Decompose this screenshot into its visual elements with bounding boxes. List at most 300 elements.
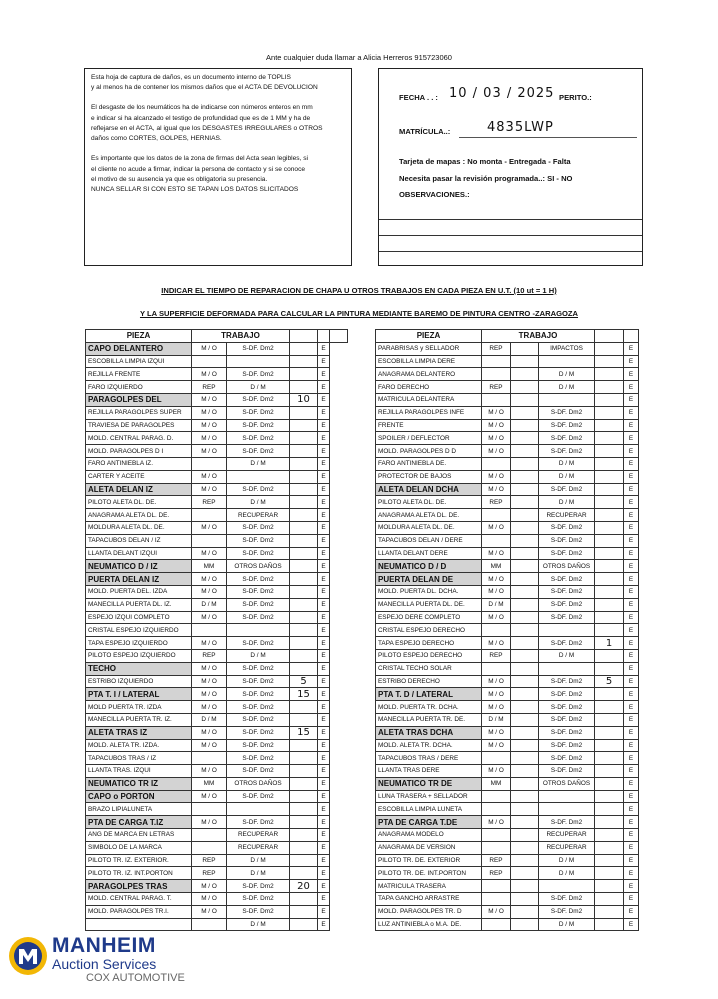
work-cell[interactable]: S-DF. Dm2 — [227, 483, 290, 496]
e-cell[interactable]: E — [318, 649, 330, 662]
handwritten-value[interactable] — [290, 637, 318, 650]
work-cell[interactable] — [482, 918, 511, 931]
work-cell[interactable]: S-DF. Dm2 — [227, 521, 290, 534]
e-cell[interactable]: E — [318, 918, 330, 931]
handwritten-value[interactable] — [290, 470, 318, 483]
handwritten-value[interactable] — [595, 739, 624, 752]
handwritten-value[interactable] — [595, 803, 624, 816]
e-cell[interactable]: E — [318, 893, 330, 906]
work-cell[interactable]: M / O — [192, 739, 227, 752]
handwritten-value[interactable]: 5 — [290, 675, 318, 688]
handwritten-value[interactable] — [290, 803, 318, 816]
e-cell[interactable]: E — [624, 803, 639, 816]
handwritten-value[interactable] — [595, 649, 624, 662]
work-cell[interactable]: M / O — [192, 816, 227, 829]
handwritten-value[interactable] — [595, 790, 624, 803]
e-cell[interactable]: E — [624, 701, 639, 714]
handwritten-value[interactable] — [290, 701, 318, 714]
work-cell[interactable]: D / M — [539, 854, 595, 867]
e-cell[interactable]: E — [624, 534, 639, 547]
work-cell[interactable]: M / O — [192, 573, 227, 586]
handwritten-value[interactable] — [290, 816, 318, 829]
e-cell[interactable]: E — [318, 675, 330, 688]
work-cell[interactable]: S-DF. Dm2 — [227, 790, 290, 803]
work-cell[interactable] — [511, 726, 539, 739]
e-cell[interactable]: E — [318, 432, 330, 445]
handwritten-value[interactable] — [290, 713, 318, 726]
e-cell[interactable]: E — [624, 713, 639, 726]
handwritten-value[interactable] — [290, 521, 318, 534]
handwritten-value[interactable]: 1 — [595, 637, 624, 650]
work-cell[interactable]: S-DF. Dm2 — [227, 598, 290, 611]
e-cell[interactable]: E — [318, 624, 330, 637]
work-cell[interactable] — [511, 777, 539, 790]
handwritten-value[interactable] — [290, 406, 318, 419]
work-cell[interactable]: M / O — [192, 675, 227, 688]
work-cell[interactable]: S-DF. Dm2 — [539, 483, 595, 496]
e-cell[interactable]: E — [318, 701, 330, 714]
work-cell[interactable]: S-DF. Dm2 — [539, 905, 595, 918]
work-cell[interactable]: M / O — [192, 432, 227, 445]
work-cell[interactable]: M / O — [482, 905, 511, 918]
e-cell[interactable]: E — [318, 841, 330, 854]
handwritten-value[interactable] — [595, 496, 624, 509]
e-cell[interactable]: E — [318, 573, 330, 586]
handwritten-value[interactable] — [290, 509, 318, 522]
work-cell[interactable]: REP — [482, 381, 511, 394]
work-cell[interactable] — [482, 355, 511, 368]
work-cell[interactable] — [511, 893, 539, 906]
work-cell[interactable]: M / O — [482, 688, 511, 701]
work-cell[interactable]: MM — [482, 560, 511, 573]
handwritten-value[interactable] — [595, 854, 624, 867]
work-cell[interactable]: REP — [192, 649, 227, 662]
work-cell[interactable]: M / O — [192, 611, 227, 624]
work-cell[interactable]: D / M — [227, 918, 290, 931]
handwritten-value[interactable] — [595, 470, 624, 483]
work-cell[interactable]: M / O — [192, 765, 227, 778]
e-cell[interactable]: E — [318, 637, 330, 650]
work-cell[interactable]: D / M — [227, 381, 290, 394]
work-cell[interactable] — [511, 419, 539, 432]
handwritten-value[interactable] — [290, 534, 318, 547]
work-cell[interactable]: M / O — [482, 701, 511, 714]
work-cell[interactable]: M / O — [192, 483, 227, 496]
work-cell[interactable]: S-DF. Dm2 — [539, 637, 595, 650]
work-cell[interactable]: M / O — [192, 521, 227, 534]
work-cell[interactable]: D / M — [539, 649, 595, 662]
handwritten-value[interactable]: 10 — [290, 393, 318, 406]
handwritten-value[interactable] — [290, 905, 318, 918]
handwritten-value[interactable] — [290, 419, 318, 432]
work-cell[interactable] — [482, 457, 511, 470]
e-cell[interactable]: E — [318, 406, 330, 419]
e-cell[interactable]: E — [624, 880, 639, 893]
work-cell[interactable] — [192, 457, 227, 470]
work-cell[interactable]: REP — [192, 854, 227, 867]
work-cell[interactable]: D / M — [539, 496, 595, 509]
e-cell[interactable]: E — [624, 893, 639, 906]
e-cell[interactable]: E — [318, 419, 330, 432]
e-cell[interactable]: E — [624, 777, 639, 790]
work-cell[interactable]: S-DF. Dm2 — [539, 688, 595, 701]
work-cell[interactable] — [539, 355, 595, 368]
work-cell[interactable]: REP — [482, 649, 511, 662]
work-cell[interactable]: M / O — [192, 726, 227, 739]
work-cell[interactable] — [482, 509, 511, 522]
e-cell[interactable]: E — [318, 470, 330, 483]
handwritten-value[interactable] — [595, 585, 624, 598]
work-cell[interactable]: RECUPERAR — [539, 509, 595, 522]
handwritten-value[interactable] — [595, 765, 624, 778]
work-cell[interactable] — [539, 624, 595, 637]
e-cell[interactable]: E — [624, 905, 639, 918]
work-cell[interactable]: S-DF. Dm2 — [539, 816, 595, 829]
work-cell[interactable]: M / O — [192, 637, 227, 650]
work-cell[interactable] — [482, 752, 511, 765]
e-cell[interactable]: E — [624, 419, 639, 432]
work-cell[interactable] — [482, 829, 511, 842]
work-cell[interactable] — [511, 598, 539, 611]
work-cell[interactable]: S-DF. Dm2 — [227, 739, 290, 752]
work-cell[interactable] — [192, 534, 227, 547]
handwritten-value[interactable] — [595, 841, 624, 854]
work-cell[interactable]: OTROS DAÑOS — [227, 777, 290, 790]
e-cell[interactable]: E — [624, 688, 639, 701]
work-cell[interactable]: S-DF. Dm2 — [539, 445, 595, 458]
work-cell[interactable]: S-DF. Dm2 — [539, 432, 595, 445]
work-cell[interactable] — [511, 649, 539, 662]
handwritten-value[interactable] — [290, 624, 318, 637]
handwritten-value[interactable] — [290, 790, 318, 803]
handwritten-value[interactable] — [595, 918, 624, 931]
work-cell[interactable]: S-DF. Dm2 — [227, 432, 290, 445]
work-cell[interactable] — [482, 534, 511, 547]
work-cell[interactable]: M / O — [192, 470, 227, 483]
e-cell[interactable]: E — [624, 816, 639, 829]
work-cell[interactable]: M / O — [482, 739, 511, 752]
e-cell[interactable]: E — [624, 662, 639, 675]
work-cell[interactable]: S-DF. Dm2 — [227, 419, 290, 432]
e-cell[interactable]: E — [318, 790, 330, 803]
matricula-value[interactable]: 4835LWP — [487, 120, 554, 135]
work-cell[interactable]: S-DF. Dm2 — [227, 662, 290, 675]
handwritten-value[interactable] — [595, 726, 624, 739]
work-cell[interactable] — [192, 624, 227, 637]
work-cell[interactable]: S-DF. Dm2 — [227, 611, 290, 624]
e-cell[interactable]: E — [318, 726, 330, 739]
handwritten-value[interactable] — [595, 560, 624, 573]
work-cell[interactable]: S-DF. Dm2 — [227, 393, 290, 406]
work-cell[interactable] — [482, 624, 511, 637]
handwritten-value[interactable] — [595, 534, 624, 547]
work-cell[interactable]: M / O — [192, 790, 227, 803]
handwritten-value[interactable] — [290, 368, 318, 381]
work-cell[interactable]: RECUPERAR — [227, 841, 290, 854]
work-cell[interactable]: OTROS DAÑOS — [539, 777, 595, 790]
handwritten-value[interactable] — [290, 841, 318, 854]
work-cell[interactable] — [511, 739, 539, 752]
work-cell[interactable] — [511, 854, 539, 867]
e-cell[interactable]: E — [624, 675, 639, 688]
work-cell[interactable]: S-DF. Dm2 — [539, 598, 595, 611]
work-cell[interactable]: D / M — [227, 649, 290, 662]
work-cell[interactable]: S-DF. Dm2 — [539, 893, 595, 906]
work-cell[interactable]: M / O — [482, 419, 511, 432]
work-cell[interactable]: S-DF. Dm2 — [539, 739, 595, 752]
e-cell[interactable]: E — [318, 560, 330, 573]
work-cell[interactable]: M / O — [482, 765, 511, 778]
handwritten-value[interactable] — [595, 611, 624, 624]
work-cell[interactable]: M / O — [482, 726, 511, 739]
work-cell[interactable]: MM — [192, 777, 227, 790]
handwritten-value[interactable]: 15 — [290, 726, 318, 739]
work-cell[interactable] — [482, 841, 511, 854]
work-cell[interactable]: RECUPERAR — [539, 829, 595, 842]
e-cell[interactable]: E — [318, 765, 330, 778]
work-cell[interactable] — [511, 752, 539, 765]
handwritten-value[interactable] — [290, 854, 318, 867]
handwritten-value[interactable] — [595, 355, 624, 368]
work-cell[interactable]: M / O — [482, 445, 511, 458]
handwritten-value[interactable] — [595, 381, 624, 394]
e-cell[interactable]: E — [318, 457, 330, 470]
work-cell[interactable]: S-DF. Dm2 — [539, 752, 595, 765]
e-cell[interactable]: E — [624, 521, 639, 534]
e-cell[interactable]: E — [318, 547, 330, 560]
work-cell[interactable]: M / O — [192, 688, 227, 701]
e-cell[interactable]: E — [318, 816, 330, 829]
e-cell[interactable]: E — [624, 483, 639, 496]
work-cell[interactable] — [511, 918, 539, 931]
handwritten-value[interactable] — [290, 381, 318, 394]
work-cell[interactable]: S-DF. Dm2 — [539, 726, 595, 739]
work-cell[interactable] — [192, 509, 227, 522]
work-cell[interactable] — [511, 829, 539, 842]
e-cell[interactable]: E — [624, 496, 639, 509]
work-cell[interactable]: S-DF. Dm2 — [227, 342, 290, 355]
work-cell[interactable] — [511, 765, 539, 778]
e-cell[interactable]: E — [318, 688, 330, 701]
work-cell[interactable]: S-DF. Dm2 — [539, 534, 595, 547]
work-cell[interactable]: S-DF. Dm2 — [227, 726, 290, 739]
handwritten-value[interactable] — [595, 547, 624, 560]
work-cell[interactable]: M / O — [482, 406, 511, 419]
fecha-value[interactable]: 10 / 03 / 2025 — [449, 86, 555, 101]
work-cell[interactable]: MM — [482, 777, 511, 790]
work-cell[interactable]: S-DF. Dm2 — [539, 585, 595, 598]
handwritten-value[interactable] — [290, 765, 318, 778]
work-cell[interactable] — [511, 547, 539, 560]
work-cell[interactable] — [482, 790, 511, 803]
work-cell[interactable]: S-DF. Dm2 — [227, 765, 290, 778]
work-cell[interactable] — [511, 432, 539, 445]
work-cell[interactable]: REP — [192, 381, 227, 394]
handwritten-value[interactable] — [595, 880, 624, 893]
work-cell[interactable] — [511, 880, 539, 893]
handwritten-value[interactable] — [595, 905, 624, 918]
work-cell[interactable]: S-DF. Dm2 — [539, 406, 595, 419]
e-cell[interactable]: E — [624, 381, 639, 394]
work-cell[interactable] — [511, 393, 539, 406]
work-cell[interactable] — [511, 521, 539, 534]
work-cell[interactable]: D / M — [482, 598, 511, 611]
work-cell[interactable]: REP — [482, 342, 511, 355]
work-cell[interactable]: S-DF. Dm2 — [227, 573, 290, 586]
e-cell[interactable]: E — [318, 483, 330, 496]
e-cell[interactable]: E — [624, 547, 639, 560]
handwritten-value[interactable] — [290, 829, 318, 842]
work-cell[interactable] — [539, 790, 595, 803]
work-cell[interactable]: IMPACTOS — [539, 342, 595, 355]
work-cell[interactable]: S-DF. Dm2 — [539, 713, 595, 726]
work-cell[interactable] — [227, 470, 290, 483]
work-cell[interactable]: S-DF. Dm2 — [539, 675, 595, 688]
work-cell[interactable] — [192, 803, 227, 816]
handwritten-value[interactable] — [290, 342, 318, 355]
handwritten-value[interactable] — [595, 701, 624, 714]
handwritten-value[interactable] — [290, 893, 318, 906]
work-cell[interactable] — [511, 905, 539, 918]
work-cell[interactable]: D / M — [227, 867, 290, 880]
work-cell[interactable] — [511, 713, 539, 726]
e-cell[interactable]: E — [318, 393, 330, 406]
work-cell[interactable]: D / M — [539, 470, 595, 483]
work-cell[interactable]: S-DF. Dm2 — [227, 585, 290, 598]
work-cell[interactable] — [482, 893, 511, 906]
e-cell[interactable]: E — [624, 867, 639, 880]
handwritten-value[interactable] — [290, 752, 318, 765]
handwritten-value[interactable] — [595, 867, 624, 880]
handwritten-value[interactable] — [290, 432, 318, 445]
work-cell[interactable]: RECUPERAR — [227, 509, 290, 522]
handwritten-value[interactable] — [595, 752, 624, 765]
work-cell[interactable]: M / O — [192, 880, 227, 893]
work-cell[interactable]: REP — [482, 867, 511, 880]
handwritten-value[interactable] — [290, 483, 318, 496]
work-cell[interactable]: S-DF. Dm2 — [539, 765, 595, 778]
e-cell[interactable]: E — [624, 854, 639, 867]
work-cell[interactable]: D / M — [227, 457, 290, 470]
e-cell[interactable]: E — [624, 445, 639, 458]
work-cell[interactable]: D / M — [227, 854, 290, 867]
work-cell[interactable]: S-DF. Dm2 — [227, 713, 290, 726]
work-cell[interactable]: M / O — [192, 585, 227, 598]
handwritten-value[interactable] — [290, 867, 318, 880]
work-cell[interactable] — [511, 841, 539, 854]
e-cell[interactable]: E — [624, 829, 639, 842]
handwritten-value[interactable] — [290, 573, 318, 586]
work-cell[interactable] — [511, 662, 539, 675]
e-cell[interactable]: E — [624, 739, 639, 752]
e-cell[interactable]: E — [318, 534, 330, 547]
work-cell[interactable] — [511, 496, 539, 509]
e-cell[interactable]: E — [624, 560, 639, 573]
e-cell[interactable]: E — [624, 765, 639, 778]
work-cell[interactable]: S-DF. Dm2 — [227, 368, 290, 381]
handwritten-value[interactable] — [290, 355, 318, 368]
handwritten-value[interactable] — [290, 739, 318, 752]
e-cell[interactable]: E — [318, 854, 330, 867]
e-cell[interactable]: E — [318, 880, 330, 893]
work-cell[interactable]: S-DF. Dm2 — [539, 611, 595, 624]
work-cell[interactable]: M / O — [482, 470, 511, 483]
work-cell[interactable]: M / O — [192, 445, 227, 458]
e-cell[interactable]: E — [318, 739, 330, 752]
work-cell[interactable] — [511, 816, 539, 829]
work-cell[interactable] — [539, 803, 595, 816]
work-cell[interactable] — [511, 624, 539, 637]
work-cell[interactable] — [192, 829, 227, 842]
work-cell[interactable]: MM — [192, 560, 227, 573]
work-cell[interactable] — [482, 880, 511, 893]
work-cell[interactable] — [227, 803, 290, 816]
work-cell[interactable]: D / M — [192, 713, 227, 726]
work-cell[interactable] — [511, 368, 539, 381]
work-cell[interactable] — [192, 355, 227, 368]
work-cell[interactable]: S-DF. Dm2 — [227, 637, 290, 650]
work-cell[interactable]: RECUPERAR — [539, 841, 595, 854]
work-cell[interactable] — [511, 688, 539, 701]
work-cell[interactable] — [539, 393, 595, 406]
work-cell[interactable]: D / M — [539, 381, 595, 394]
handwritten-value[interactable] — [595, 829, 624, 842]
work-cell[interactable]: S-DF. Dm2 — [227, 701, 290, 714]
e-cell[interactable]: E — [624, 918, 639, 931]
work-cell[interactable]: S-DF. Dm2 — [539, 419, 595, 432]
work-cell[interactable] — [539, 662, 595, 675]
e-cell[interactable]: E — [624, 726, 639, 739]
work-cell[interactable] — [227, 624, 290, 637]
handwritten-value[interactable] — [595, 368, 624, 381]
work-cell[interactable]: REP — [192, 496, 227, 509]
work-cell[interactable]: M / O — [482, 637, 511, 650]
e-cell[interactable]: E — [624, 841, 639, 854]
work-cell[interactable]: S-DF. Dm2 — [227, 675, 290, 688]
handwritten-value[interactable] — [595, 713, 624, 726]
handwritten-value[interactable] — [595, 406, 624, 419]
work-cell[interactable]: S-DF. Dm2 — [227, 893, 290, 906]
e-cell[interactable]: E — [624, 598, 639, 611]
work-cell[interactable] — [511, 675, 539, 688]
e-cell[interactable]: E — [624, 624, 639, 637]
work-cell[interactable] — [511, 342, 539, 355]
work-cell[interactable] — [482, 803, 511, 816]
e-cell[interactable]: E — [624, 432, 639, 445]
work-cell[interactable]: M / O — [192, 547, 227, 560]
work-cell[interactable]: M / O — [192, 368, 227, 381]
e-cell[interactable]: E — [318, 662, 330, 675]
work-cell[interactable]: M / O — [482, 816, 511, 829]
e-cell[interactable]: E — [318, 867, 330, 880]
work-cell[interactable]: S-DF. Dm2 — [227, 547, 290, 560]
work-cell[interactable]: S-DF. Dm2 — [539, 701, 595, 714]
work-cell[interactable]: D / M — [539, 368, 595, 381]
handwritten-value[interactable] — [595, 893, 624, 906]
work-cell[interactable]: D / M — [482, 713, 511, 726]
work-cell[interactable]: M / O — [192, 419, 227, 432]
work-cell[interactable]: M / O — [192, 393, 227, 406]
work-cell[interactable]: M / O — [192, 342, 227, 355]
work-cell[interactable]: M / O — [482, 547, 511, 560]
e-cell[interactable]: E — [318, 713, 330, 726]
handwritten-value[interactable] — [290, 445, 318, 458]
work-cell[interactable]: M / O — [482, 611, 511, 624]
work-cell[interactable] — [511, 534, 539, 547]
work-cell[interactable] — [192, 752, 227, 765]
work-cell[interactable] — [511, 470, 539, 483]
work-cell[interactable]: D / M — [227, 496, 290, 509]
